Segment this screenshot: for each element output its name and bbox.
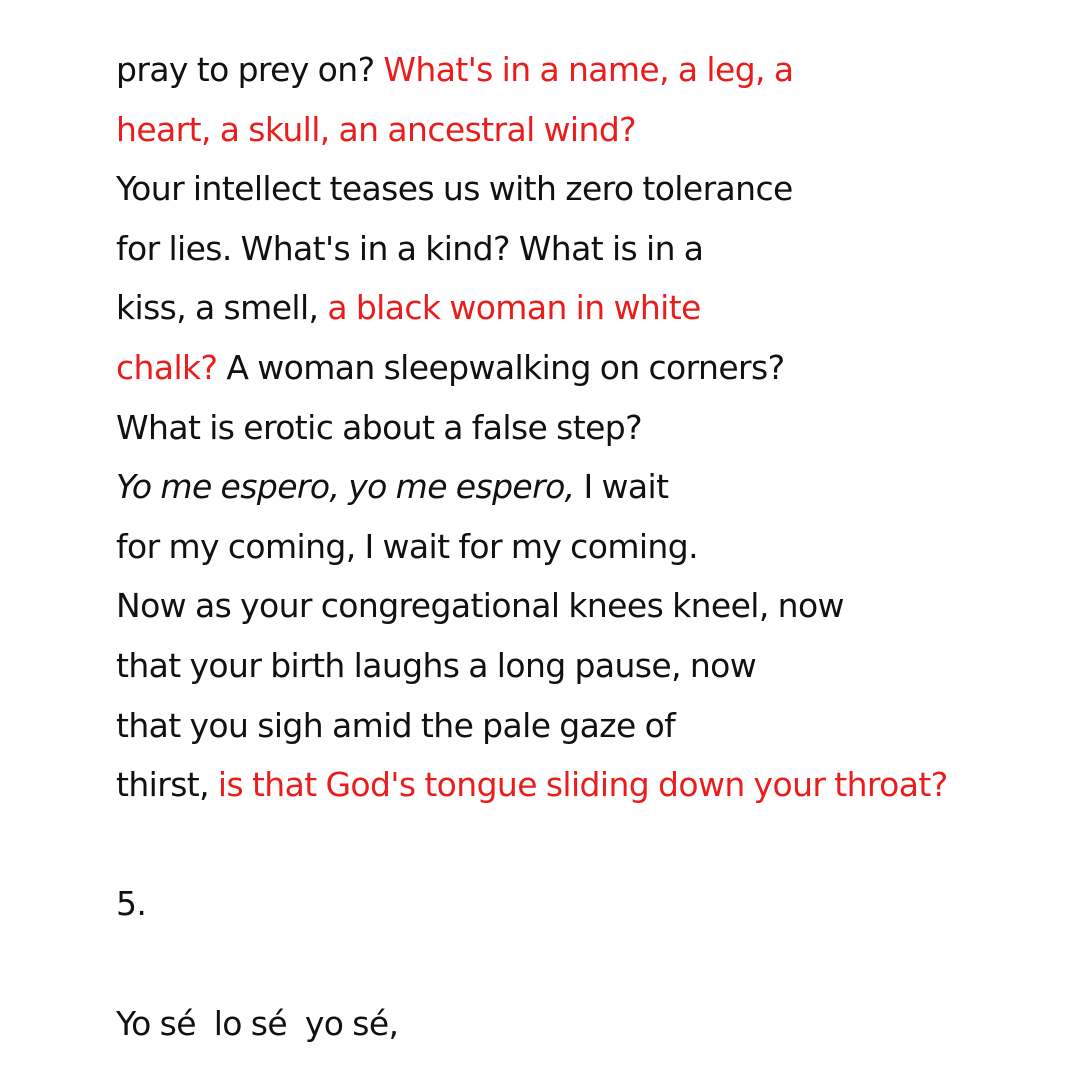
poem-line-8: Yo me espero, yo me espero, I wait: [116, 467, 669, 507]
italic-spanish-text: Yo me espero, yo me espero,: [116, 467, 575, 507]
highlighted-text: What's in a name, a leg, a: [383, 50, 794, 89]
poem-line-4: for lies. What's in a kind? What is in a: [116, 228, 704, 268]
highlighted-text: heart, a skull, an ancestral wind?: [116, 109, 637, 149]
poem-text: [116, 40, 1056, 1053]
poem-line-10: Now as your congregational knees kneel, now: [116, 586, 844, 626]
poem-line-6: chalk? A woman sleepwalking on corners?: [116, 347, 785, 387]
poem-line-1: pray to prey on? What's in a name, a leg, a: [116, 50, 794, 89]
poem-line-13: thirst, is that God's tongue sliding down your throat?: [116, 765, 948, 805]
stanza-gap: [116, 934, 1056, 994]
highlighted-text: chalk?: [116, 347, 218, 387]
poem-line-last: Yo sé lo sé yo sé,: [116, 1003, 399, 1043]
section-number: 5.: [116, 884, 147, 924]
poem-line-12: that you sigh amid the pale gaze of: [116, 705, 676, 745]
highlighted-text: is that God's tongue sliding down your throat?: [217, 765, 948, 805]
poem-line-11: that your birth laughs a long pause, now: [116, 645, 757, 685]
poem-line-9: for my coming, I wait for my coming.: [116, 526, 698, 566]
poem-line-5: kiss, a smell, a black woman in white: [116, 288, 701, 328]
stanza-gap: [116, 815, 1056, 875]
poem-line-7: What is erotic about a false step?: [116, 407, 643, 447]
highlighted-text: a black woman in white: [327, 288, 701, 328]
poem-line-3: Your intellect teases us with zero tolerance: [116, 169, 793, 209]
poem-line-2: [116, 100, 1056, 160]
